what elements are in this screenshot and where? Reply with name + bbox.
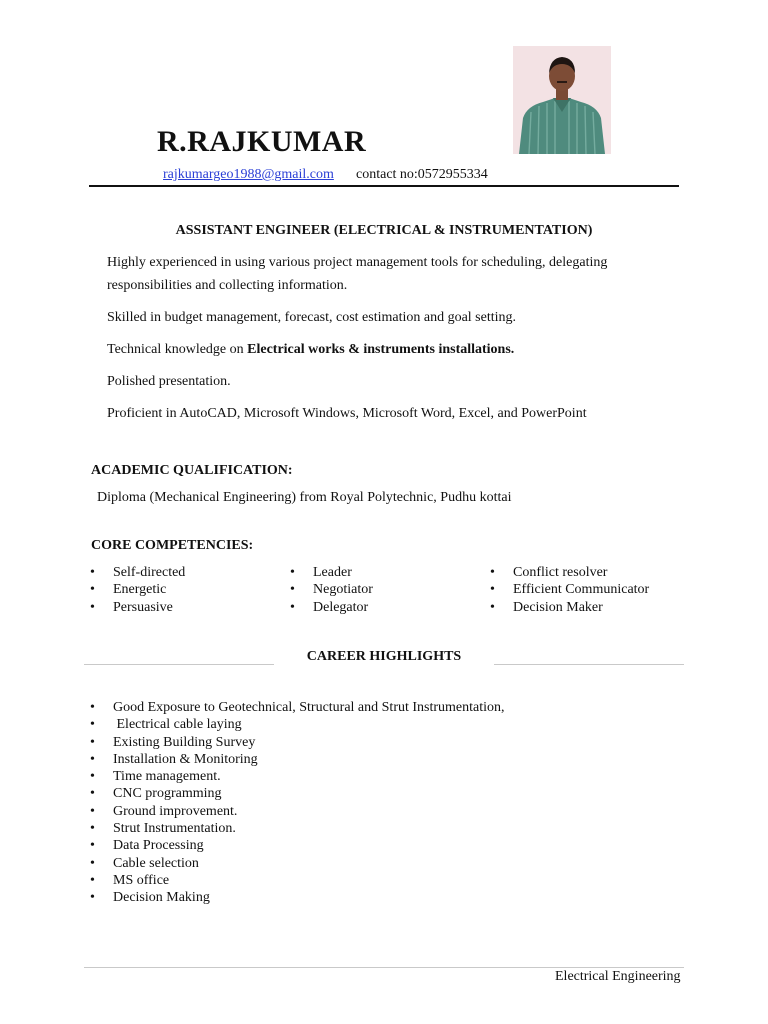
footer-text: Electrical Engineering (555, 969, 681, 984)
bullet-icon: • (90, 786, 95, 802)
bullet-icon: • (290, 599, 295, 615)
summary-line: Polished presentation. (107, 374, 231, 389)
bullet-icon: • (90, 734, 95, 750)
contact-number: contact no:0572955334 (356, 167, 488, 182)
list-item: • Ground improvement. (90, 803, 238, 819)
summary-line: Skilled in budget management, forecast, cost estimation and goal setting. (107, 310, 517, 325)
list-item: • Negotiator (290, 582, 373, 598)
footer-divider (84, 967, 684, 968)
list-item: • Good Exposure to Geotechnical, Structural and Strut Instrumentation, (90, 700, 505, 715)
list-item: • Persuasive (90, 599, 173, 615)
list-item: • Strut Instrumentation. (90, 821, 236, 837)
career-heading: CAREER HIGHLIGHTS (306, 649, 462, 664)
competencies-column-1 (90, 564, 290, 616)
bullet-icon: • (90, 838, 95, 854)
academic-text: Diploma (Mechanical Engineering) from Royal Polytechnic, Pudhu kottai (97, 490, 512, 505)
summary-text: Technical knowledge on (107, 342, 248, 357)
profile-photo (513, 46, 611, 154)
career-list (90, 699, 690, 907)
bullet-icon: • (90, 717, 95, 733)
list-item: • Installation & Monitoring (90, 751, 258, 767)
list-item: • Cable selection (90, 855, 199, 871)
header-divider (89, 185, 679, 187)
bullet-icon: • (90, 565, 95, 580)
bullet-icon: • (290, 582, 295, 598)
list-item: • Time management. (90, 769, 221, 785)
list-item: • Decision Making (90, 890, 210, 906)
list-item: • Self-directed (90, 565, 186, 580)
bullet-icon: • (90, 582, 95, 598)
email-link[interactable]: rajkumargeo1988@gmail.com (163, 167, 334, 182)
person-photo-icon (513, 46, 611, 154)
competencies-column-2 (290, 564, 490, 616)
list-item: • CNC programming (90, 786, 222, 802)
bullet-icon: • (490, 582, 495, 598)
bullet-icon: • (90, 821, 95, 837)
summary-line: Proficient in AutoCAD, Microsoft Windows, Microsoft Word, Excel, and PowerPoint (107, 406, 587, 421)
competencies-heading: CORE COMPETENCIES: (91, 538, 254, 553)
list-item: • Energetic (90, 582, 167, 598)
bullet-icon: • (90, 872, 95, 888)
candidate-name: R.RAJKUMAR (157, 125, 367, 158)
summary-line: responsibilities and collecting information. (107, 278, 348, 293)
bullet-icon: • (290, 565, 295, 580)
summary-line (107, 342, 514, 358)
competencies-column-3 (490, 564, 710, 616)
list-item: • Delegator (290, 599, 369, 615)
bullet-icon: • (90, 751, 95, 767)
list-item: • Existing Building Survey (90, 734, 256, 750)
academic-heading: ACADEMIC QUALIFICATION: (91, 463, 293, 478)
bullet-icon: • (90, 890, 95, 906)
bullet-icon: • (90, 700, 95, 715)
summary-line: Highly experienced in using various project management tools for scheduling, delegating (107, 255, 608, 270)
list-item: • Leader (290, 565, 352, 580)
list-item: • Data Processing (90, 838, 204, 854)
section-divider-right (494, 664, 684, 665)
job-title: ASSISTANT ENGINEER (ELECTRICAL & INSTRUMENTATION) (175, 223, 593, 238)
bullet-icon: • (490, 565, 495, 580)
bullet-icon: • (90, 769, 95, 785)
bullet-icon: • (90, 599, 95, 615)
list-item: • Conflict resolver (490, 565, 608, 580)
list-item: • Decision Maker (490, 599, 603, 615)
list-item: • MS office (90, 872, 170, 888)
bullet-icon: • (90, 803, 95, 819)
list-item: • Electrical cable laying (90, 717, 242, 733)
bullet-icon: • (90, 855, 95, 871)
list-item: • Efficient Communicator (490, 582, 650, 598)
summary-emphasis: Electrical works & instruments installations. (247, 342, 515, 357)
bullet-icon: • (490, 599, 495, 615)
